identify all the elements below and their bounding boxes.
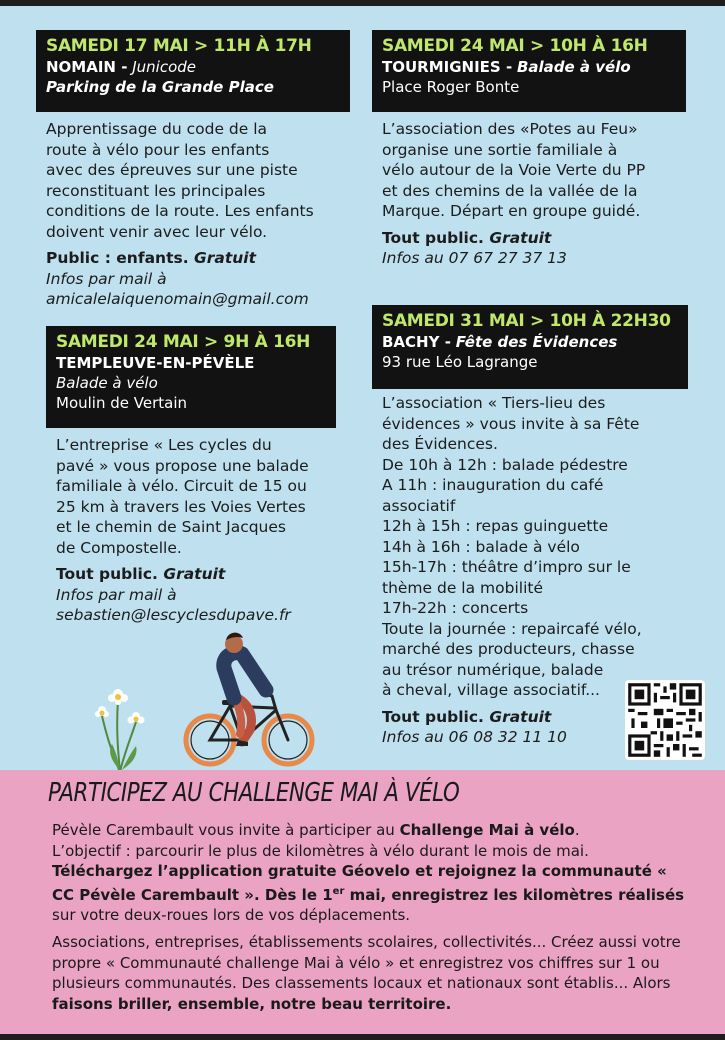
- event-header: [36, 30, 350, 112]
- price-label: Gratuit: [489, 707, 552, 726]
- event-public: Tout public. Gratuit: [382, 228, 552, 247]
- phone-link[interactable]: Infos au 06 08 32 11 10: [382, 728, 567, 746]
- event-activity: Fête des Évidences: [455, 333, 618, 351]
- phone-link[interactable]: Infos au 07 67 27 37 13: [382, 249, 567, 267]
- event-public: Tout public. Gratuit: [56, 565, 226, 583]
- event-templeuve: [46, 326, 336, 626]
- challenge-title: PARTICIPEZ AU CHALLENGE MAI À VÉLO: [48, 778, 460, 808]
- event-place: NOMAIN -: [46, 58, 128, 76]
- event-activity: Junicode: [132, 58, 196, 76]
- email-link[interactable]: amicalelaiquenomain@gmail.com: [46, 290, 309, 308]
- event-info: Infos par mail à amicalelaiquenomain@gmail.com: [46, 269, 350, 310]
- event-description: L’entreprise « Les cycles du pavé » vous propose une balade familiale à vélo. Circuit de 15 ou 25 km à travers les Voies Vertes et le chemin de Saint Jacques de Compostelle.: [56, 436, 309, 557]
- price-label: Gratuit: [163, 565, 226, 583]
- event-location: Place Roger Bonte: [382, 78, 520, 96]
- event-header: [372, 305, 688, 389]
- event-location: Moulin de Vertain: [56, 394, 187, 412]
- event-info: Infos par mail à sebastien@lescyclesdupave.fr: [56, 585, 336, 626]
- qr-code-icon[interactable]: [625, 680, 705, 760]
- email-link[interactable]: sebastien@lescyclesdupave.fr: [56, 606, 291, 624]
- price-label: Gratuit: [194, 249, 257, 267]
- event-activity: Balade à vélo: [56, 374, 158, 392]
- challenge-paragraph-1: Pévèle Carembault vous invite à participer au Challenge Mai à vélo. L’objectif : parcourir le plus de kilomètres à vélo durant le mois de mai. Téléchargez l’application gratuite Géovelo et rejoignez la communauté « CC Pévèle Carembault ». Dès le 1er mai, enregistrez les kilomètres réalisés sur votre deux-roues lors de vos déplacements.: [52, 821, 685, 924]
- cyclist-illustration: [180, 618, 320, 768]
- price-label: Gratuit: [489, 228, 552, 247]
- daisy-flowers-illustration: [90, 680, 160, 772]
- event-date: SAMEDI 24 MAI > 10H À 16H: [382, 36, 648, 56]
- event-place: TEMPLEUVE-EN-PÉVÈLE: [56, 354, 255, 372]
- event-header: [372, 30, 686, 112]
- event-description: L’association « Tiers-lieu des évidences » vous invite à sa Fête des Évidences. De 10h à 12h : balade pédestre A 11h : inauguration du café associatif 12h à 15h : repas guinguette 14h à 16h : balade à vélo 15h-17h : théâtre d’impro sur le thème de la mobilité 17h-22h : concerts Toute la journée : repaircafé vélo, marché des producteurs, chasse au trésor numérique, balade à cheval, village associatif...: [382, 394, 642, 699]
- event-place: TOURMIGNIES -: [382, 58, 513, 76]
- event-location: Parking de la Grande Place: [46, 78, 274, 96]
- event-description: L’association des «Potes au Feu» organise une sortie familiale à vélo autour de la Voie Verte du PP et des chemins de la vallée de la Marque. Départ en groupe guidé.: [382, 120, 646, 220]
- event-date: SAMEDI 17 MAI > 11H À 17H: [46, 36, 312, 56]
- top-border: [0, 0, 725, 6]
- event-info: [382, 248, 686, 269]
- event-location: 93 rue Léo Lagrange: [382, 353, 538, 371]
- event-date: SAMEDI 31 MAI > 10H À 22H30: [382, 311, 671, 331]
- event-public: Tout public. Gratuit: [382, 707, 552, 726]
- event-nomain: [36, 30, 350, 310]
- event-place: BACHY -: [382, 333, 451, 351]
- event-activity: Balade à vélo: [516, 58, 631, 76]
- event-date: SAMEDI 24 MAI > 9H À 16H: [56, 332, 311, 352]
- bottom-border: [0, 1034, 725, 1040]
- event-header: [46, 326, 336, 428]
- event-tourmignies: [372, 30, 686, 269]
- event-public: Public : enfants. Gratuit: [46, 249, 257, 267]
- event-description: Apprentissage du code de la route à vélo pour les enfants avec des épreuves sur une piste reconstituant les principales conditions de la route. Les enfants doivent venir avec leur vélo.: [46, 120, 314, 241]
- challenge-paragraph-2: Associations, entreprises, établissements scolaires, collectivités... Créez aussi votre propre « Communauté challenge Mai à vélo » et enregistrez vos chiffres sur 1 ou plusieurs communautés. Des classements locaux et nationaux sont établis... Alors faisons briller, ensemble, notre beau territoire.: [52, 933, 681, 1013]
